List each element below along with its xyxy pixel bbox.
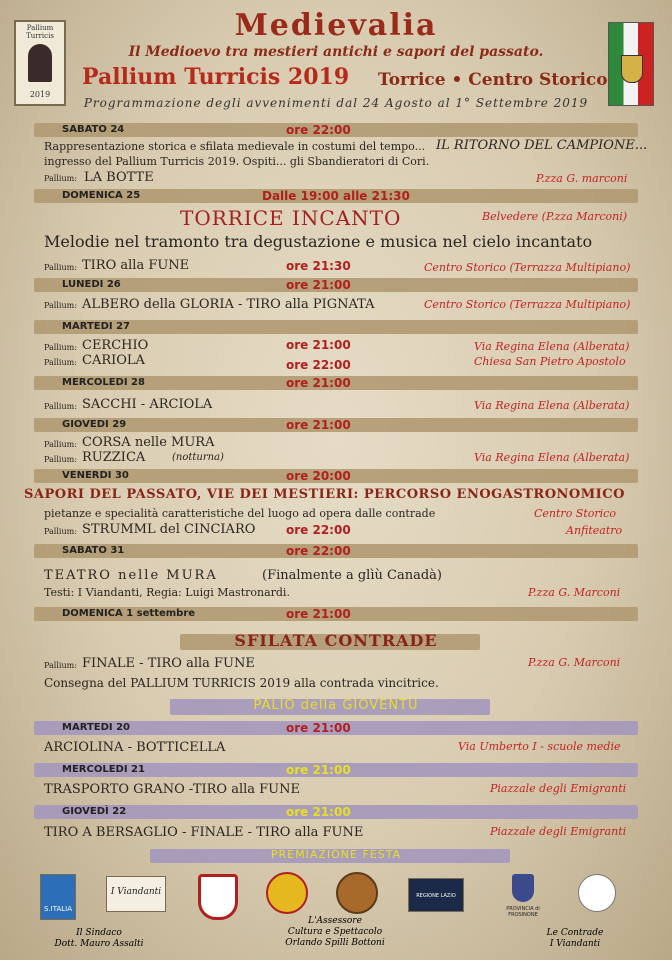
time-label: ore 21:00 xyxy=(286,763,351,777)
italia-logo-text: S.ITALIA xyxy=(43,905,72,913)
event-location: Chiesa San Pietro Apostolo xyxy=(474,355,626,368)
subtitle: Il Medioevo tra mestieri antichi e sapori del passato. xyxy=(128,44,544,60)
time-label: ore 22:00 xyxy=(286,544,351,558)
event-location: Centro Storico (Terrazza Multipiano) xyxy=(424,261,631,274)
viandanti-logo xyxy=(106,876,166,912)
shield-icon xyxy=(198,874,238,920)
time-label: ore 21:00 xyxy=(286,278,351,292)
pallium-label: Pallium: xyxy=(44,661,77,670)
event-location: Anfiteatro xyxy=(566,524,623,537)
event-name: ARCIOLINA - BOTTICELLA xyxy=(44,740,226,755)
viandanti-logo-text: I Viandanti xyxy=(110,887,162,897)
sindaco-role: Il Sindaco xyxy=(76,928,122,938)
pallium-label: Pallium: xyxy=(44,402,77,411)
time-label: ore 21:30 xyxy=(286,259,351,273)
gioventu-title: PALIO della GIOVENTÙ xyxy=(253,698,419,713)
day-label: DOMENICA 1 settembre xyxy=(62,608,196,619)
event-desc: Testi: I Viandanti, Regia: Luigi Mastronardi. xyxy=(44,586,290,599)
event-name: ALBERO della GLORIA - TIRO alla PIGNATA xyxy=(82,297,375,312)
contrade-role: Le Contrade xyxy=(546,928,604,938)
pallium-label: Pallium: xyxy=(44,358,77,367)
event-note: (notturna) xyxy=(172,452,224,463)
assessore-role: L'Assessore xyxy=(308,916,362,926)
time-label: ore 21:00 xyxy=(286,805,351,819)
day-label: VENERDI 30 xyxy=(62,470,129,481)
event-location: Piazzale degli Emigranti xyxy=(490,825,627,838)
contrade-name: I Viandanti xyxy=(549,939,601,949)
banner-text-top: Pallium Turricis xyxy=(26,24,54,40)
time-label: ore 22:00 xyxy=(286,523,351,537)
event-desc: pietanze e specialità caratteristiche del luogo ad opera dalle contrade xyxy=(44,507,436,520)
event-name: TRASPORTO GRANO -TIRO alla FUNE xyxy=(44,782,301,797)
sindaco-name: Dott. Mauro Assalti xyxy=(54,939,144,949)
event-name: Pallium Turricis 2019 xyxy=(82,64,350,90)
premiazione-label: PREMIAZIONE FESTA xyxy=(270,848,402,861)
time-label: ore 21:00 xyxy=(286,338,351,352)
time-label: ore 20:00 xyxy=(286,469,351,483)
time-label: ore 21:00 xyxy=(286,721,351,735)
headline-location: Belvedere (P.zza Marconi) xyxy=(482,210,628,223)
event-name: FINALE - TIRO alla FUNE xyxy=(82,656,255,671)
provincia-label: PROVINCIA di FROSINONE xyxy=(506,906,540,918)
provincia-crest-icon xyxy=(512,874,534,902)
event-desc-title: IL RITORNO DEL CAMPIONE... xyxy=(436,138,648,153)
event-name: CERCHIO xyxy=(82,338,149,353)
time-label: Dalle 19:00 alle 21:30 xyxy=(262,189,410,203)
event-desc: Consegna del PALLIUM TURRICIS 2019 alla contrada vincitrice. xyxy=(44,676,439,690)
day-label: GIOVEDI 29 xyxy=(62,419,127,430)
event-place: Torrice • Centro Storico xyxy=(378,70,608,90)
headline: SFILATA CONTRADE xyxy=(234,631,438,650)
banner-text-bottom: 2019 xyxy=(29,90,51,99)
event-location: Via Regina Elena (Alberata) xyxy=(474,399,630,412)
event-name: TIRO alla FUNE xyxy=(82,258,190,273)
headline: TORRICE INCANTO xyxy=(180,206,402,230)
time-label: ore 21:00 xyxy=(286,607,351,621)
event-name: LA BOTTE xyxy=(84,170,154,185)
event-desc: Melodie nel tramonto tra degustazione e musica nel cielo incantato xyxy=(44,232,593,251)
day-label: MERCOLEDI 21 xyxy=(62,764,145,775)
event-desc: Rappresentazione storica e sfilata medievale in costumi del tempo... xyxy=(44,140,426,153)
event-name: TEATRO nelle MURA xyxy=(44,568,218,583)
pallium-label: Pallium: xyxy=(44,527,77,536)
day-label: MARTEDI 27 xyxy=(62,321,131,332)
pallium-label: Pallium: xyxy=(44,440,77,449)
italia-logo xyxy=(40,874,76,920)
event-name: TIRO A BERSAGLIO - FINALE - TIRO alla FUNE xyxy=(44,825,364,840)
event-desc: ingresso del Pallium Turricis 2019. Ospiti... gli Sbandieratori di Cori. xyxy=(44,155,430,168)
circle-logo-icon xyxy=(578,874,616,912)
pallium-label: Pallium: xyxy=(44,301,77,310)
event-location: Centro Storico (Terrazza Multipiano) xyxy=(424,298,631,311)
page-title: Medievalia xyxy=(234,8,438,43)
event-location: P.zza G. marconi xyxy=(536,172,628,185)
assessore-sub: Cultura e Spettacolo xyxy=(287,927,383,937)
day-label: SABATO 24 xyxy=(62,124,125,135)
lazio-logo xyxy=(408,878,464,912)
day-label: LUNEDI 26 xyxy=(62,279,121,290)
day-label: GIOVEDÌ 22 xyxy=(62,806,127,817)
pallium-label: Pallium: xyxy=(44,174,77,183)
program-dates: Programmazione degli avvenimenti dal 24 Agosto al 1° Settembre 2019 xyxy=(83,96,589,110)
event-name: CORSA nelle MURA xyxy=(82,435,215,450)
lazio-logo-text: REGIONE LAZIO xyxy=(416,893,456,899)
event-name: STRUMML del CINCIARO xyxy=(82,522,256,537)
time-label: ore 22:00 xyxy=(286,123,351,137)
event-note: (Finalmente a glìù Canadà) xyxy=(262,568,442,583)
crest-icon xyxy=(266,872,308,914)
event-location: Via Regina Elena (Alberata) xyxy=(474,340,630,353)
event-location: Via Regina Elena (Alberata) xyxy=(474,451,630,464)
event-location: P.zza G. Marconi xyxy=(528,586,621,599)
day-label: MARTEDI 20 xyxy=(62,722,131,733)
event-name: RUZZICA xyxy=(82,450,146,465)
assessore-name: Orlando Spilli Bottoni xyxy=(285,938,385,948)
time-label: ore 22:00 xyxy=(286,358,351,372)
pallium-label: Pallium: xyxy=(44,263,77,272)
event-location: Piazzale degli Emigranti xyxy=(490,782,627,795)
pallium-label: Pallium: xyxy=(44,343,77,352)
time-label: ore 21:00 xyxy=(286,418,351,432)
round-crest-icon xyxy=(336,872,378,914)
day-label: SABATO 31 xyxy=(62,545,125,556)
event-name: SACCHI - ARCIOLA xyxy=(82,397,213,412)
event-location: P.zza G. Marconi xyxy=(528,656,621,669)
pallium-label: Pallium: xyxy=(44,455,77,464)
event-location: Centro Storico xyxy=(534,507,616,520)
day-label: DOMENICA 25 xyxy=(62,190,141,201)
event-location: Via Umberto I - scuole medie xyxy=(458,740,621,753)
event-name: CARIOLA xyxy=(82,353,145,368)
day-label: MERCOLEDI 28 xyxy=(62,377,145,388)
time-label: ore 21:00 xyxy=(286,376,351,390)
headline: SAPORI DEL PASSATO, VIE DEI MESTIERI: PERCORSO ENOGASTRONOMICO xyxy=(24,487,625,502)
